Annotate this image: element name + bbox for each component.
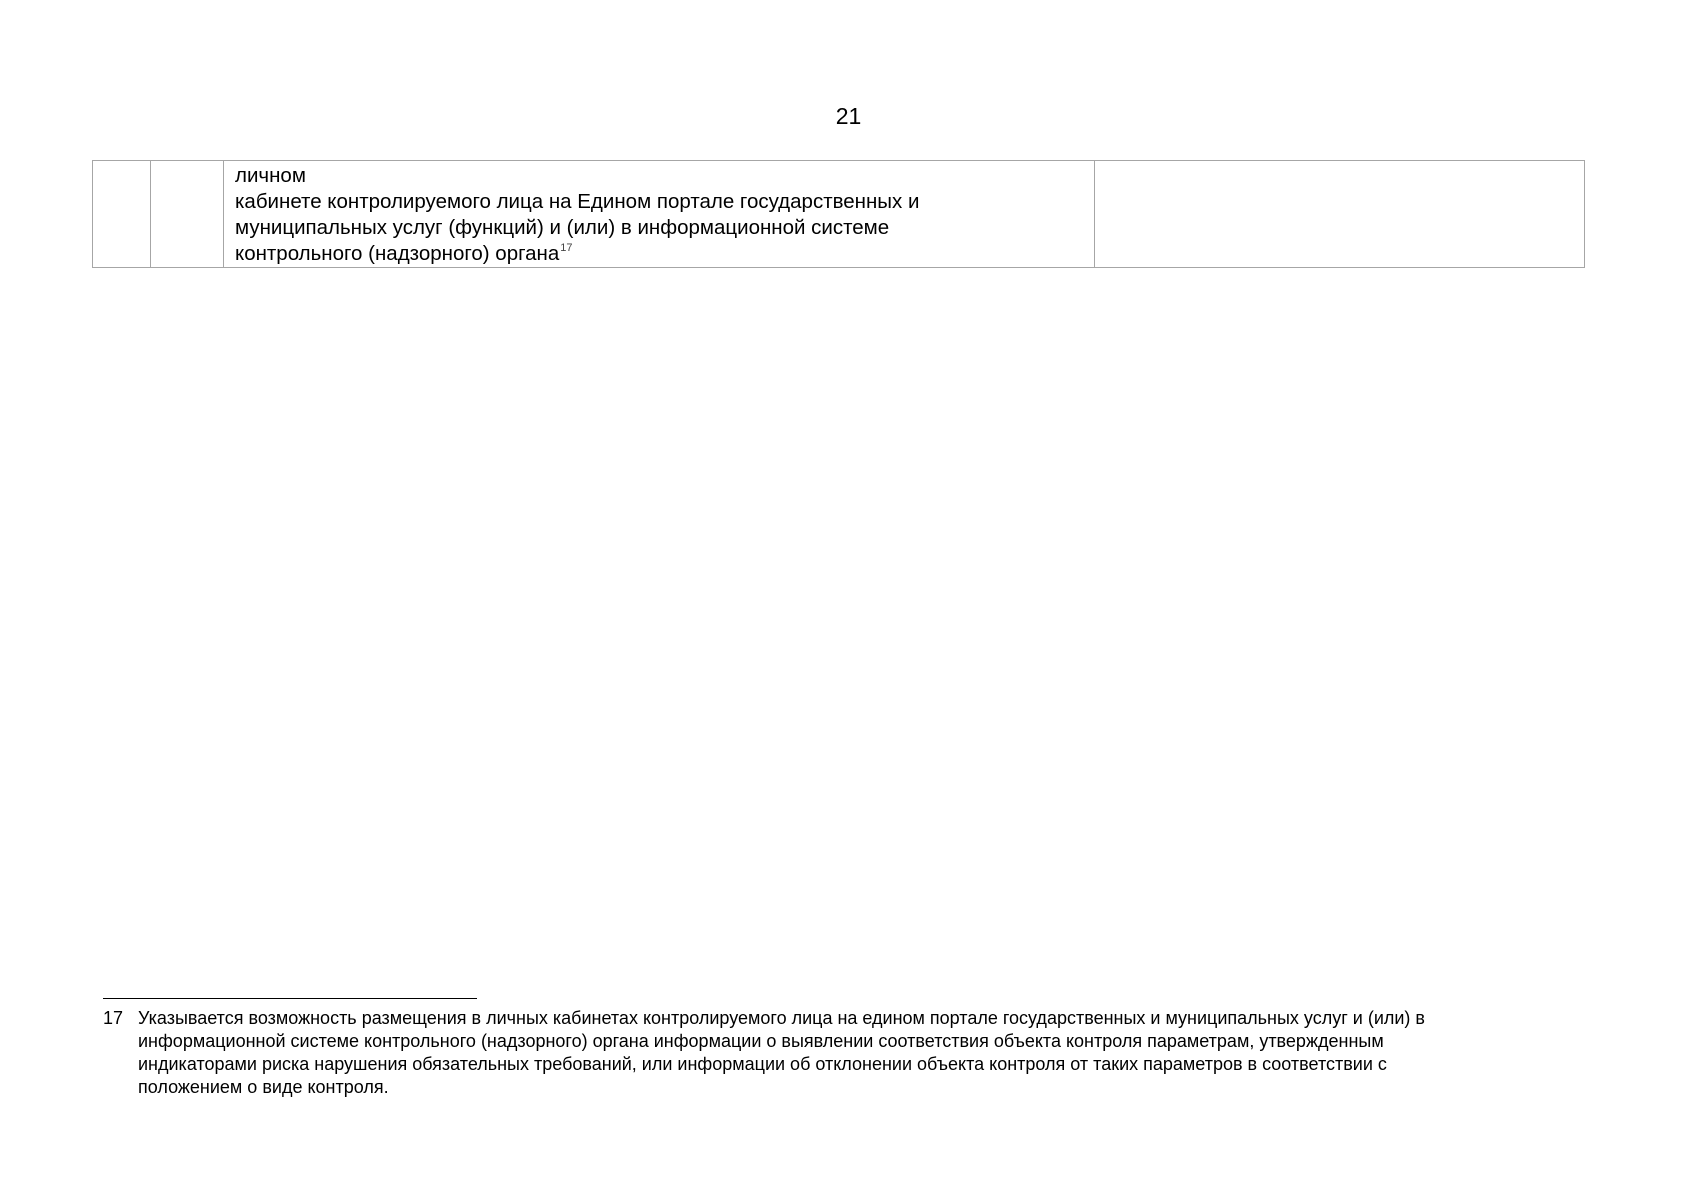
table-cell-notes	[1095, 161, 1585, 268]
footnote-text	[138, 1007, 1603, 1099]
page-number: 21	[835, 103, 862, 129]
table-cell-description	[224, 161, 1095, 268]
description-line: муниципальных услуг (функций) и (или) в информационной системе	[235, 216, 890, 239]
description-line	[235, 241, 1094, 267]
footnote-number: 17	[103, 1008, 124, 1028]
requirements-table	[92, 160, 1585, 268]
table-row	[93, 161, 1585, 268]
table-cell-item	[151, 161, 224, 268]
footnote-line: Указывается возможность размещения в личных кабинетах контролируемого лица на едином портале государственных и муниципальных услуг и (или) в	[138, 1008, 1425, 1028]
description-line: личном	[235, 164, 306, 187]
footnote	[103, 1007, 1603, 1099]
description-line-text: контрольного (надзорного) органа	[235, 242, 560, 265]
footnote-separator	[103, 998, 477, 999]
table-cell-number	[93, 161, 151, 268]
footnote-reference: 17	[560, 242, 573, 255]
footnote-line: информационной системе контрольного (надзорного) органа информации о выявлении соответствия объекта контроля параметрам, утвержденным	[138, 1031, 1384, 1051]
footnote-line: индикаторами риска нарушения обязательных требований, или информации об отклонении объекта контроля от таких параметров в соответствии с	[138, 1054, 1387, 1074]
footnote-line: положением о виде контроля.	[138, 1077, 389, 1097]
description-line: кабинете контролируемого лица на Едином портале государственных и	[235, 190, 920, 213]
description-text	[224, 161, 1094, 267]
